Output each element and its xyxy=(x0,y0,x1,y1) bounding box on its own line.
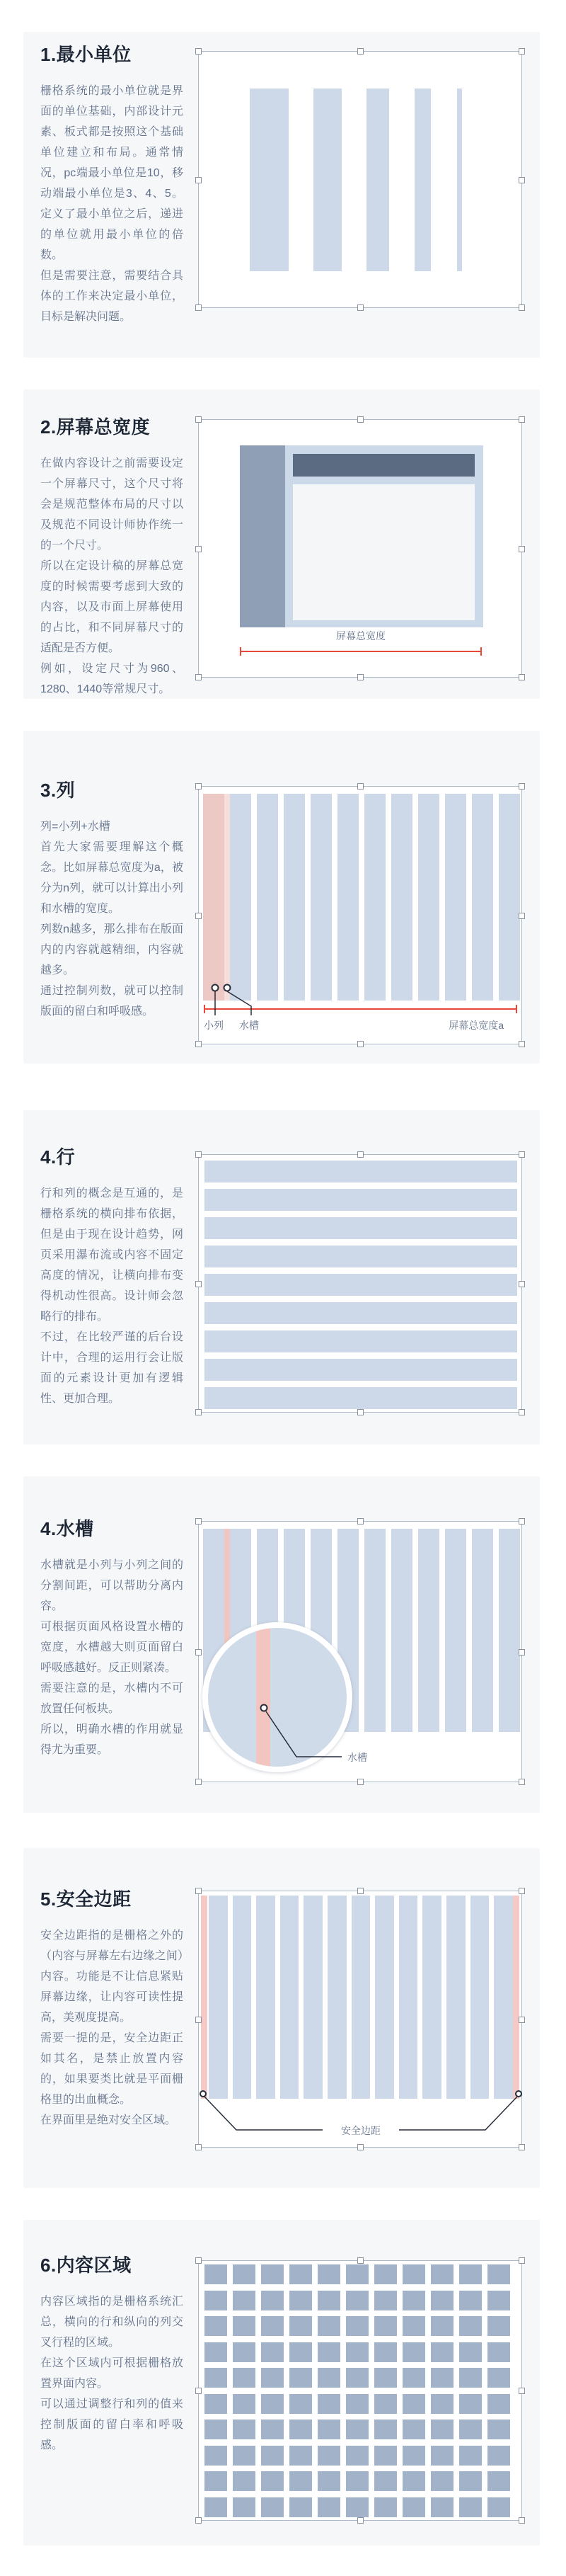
grid-cell xyxy=(346,2264,369,2284)
diagram-frame-screen-width xyxy=(198,419,522,678)
selection-handle-br xyxy=(519,674,525,680)
section-card-columns xyxy=(23,731,540,1064)
grid-cell xyxy=(204,2497,227,2517)
small-column-label: 小列 xyxy=(204,1020,224,1031)
grid-cell xyxy=(346,2420,369,2439)
grid-cell xyxy=(289,2497,312,2517)
grid-cell xyxy=(459,2316,482,2336)
grid-cell xyxy=(346,2497,369,2517)
selection-handle-mr xyxy=(519,177,525,183)
grid-cell xyxy=(403,2342,425,2362)
grid-cell xyxy=(261,2291,284,2310)
section-card-gutter xyxy=(23,1476,540,1813)
dimension-line xyxy=(204,1008,517,1010)
grid-cell xyxy=(261,2420,284,2439)
selection-handle-tr xyxy=(519,783,525,790)
text-column xyxy=(40,40,183,327)
grid-row xyxy=(204,1217,517,1239)
grid-cell xyxy=(289,2342,312,2362)
selection-handle-tr xyxy=(519,1518,525,1524)
gutter-label: 水槽 xyxy=(239,1020,259,1031)
selection-handle-tl xyxy=(195,1151,202,1158)
grid-cell xyxy=(289,2446,312,2466)
section-body xyxy=(40,1183,183,1409)
grid-cell xyxy=(233,2420,255,2439)
grid-column xyxy=(364,1529,386,1732)
dimension-line xyxy=(240,651,482,652)
selection-handle-bl xyxy=(195,1409,202,1415)
grid-cell xyxy=(459,2368,482,2388)
content-grid xyxy=(204,2264,510,2517)
grid-cell xyxy=(204,2316,227,2336)
grid-cell xyxy=(431,2342,454,2362)
rows-strip xyxy=(204,1161,517,1409)
section-card-screen-width xyxy=(23,389,540,699)
grid-column xyxy=(256,1896,275,2099)
grid-column xyxy=(230,794,251,1001)
grid-cell xyxy=(204,2471,227,2491)
section-card-safe-margin xyxy=(23,1848,540,2188)
selection-handle-bl xyxy=(195,2517,202,2524)
grid-row xyxy=(204,1189,517,1211)
grid-cell xyxy=(289,2471,312,2491)
grid-column xyxy=(280,1896,299,2099)
grid-cell xyxy=(346,2316,369,2336)
paragraph: 栅格系统的最小单位就是界面的单位基础，内部设计元素、板式都是按照这个基础单位建立和布局。通常情况，pc端最小单位是10，移动端最小单位是3、4、5。定义了最小单位之后，递进的单位就用最小单位的倍数。 xyxy=(40,85,183,261)
selection-handle-bl xyxy=(195,674,202,680)
grid-cell xyxy=(403,2446,425,2466)
grid-cell xyxy=(431,2420,454,2439)
grid-column xyxy=(399,1896,418,2099)
grid-row xyxy=(204,1387,517,1409)
section-body xyxy=(40,1555,183,1760)
grid-cell xyxy=(403,2316,425,2336)
selection-handle-tm xyxy=(357,416,364,423)
grid-cell xyxy=(204,2446,227,2466)
selection-handle-tr xyxy=(519,416,525,423)
selection-handle-tm xyxy=(357,48,364,55)
paragraph: 在界面里是绝对安全区域。 xyxy=(40,2114,177,2126)
selection-handle-bm xyxy=(357,304,364,311)
grid-cell xyxy=(403,2394,425,2414)
section-title-min-unit: 1.最小单位 xyxy=(40,44,132,65)
section-body xyxy=(40,1925,183,2131)
section-title-rows: 4.行 xyxy=(40,1146,76,1168)
selection-handle-mr xyxy=(519,1281,525,1287)
grid-row xyxy=(204,1246,517,1267)
selection-handle-bm xyxy=(357,674,364,680)
paragraph: 安全边距指的是栅格之外的（内容与屏幕左右边缘之间）内容。功能是不让信息紧贴屏幕边缘，让内容可读性提高，美观度提高。 xyxy=(40,1930,183,2024)
grid-cell xyxy=(459,2420,482,2439)
section-body xyxy=(40,81,183,327)
paragraph: 在这个区域内可根据栅格放置界面内容。 xyxy=(40,2357,183,2390)
screen-width-label: 屏幕总宽度 xyxy=(336,630,386,642)
grid-column xyxy=(422,1896,441,2099)
grid-column xyxy=(257,794,278,1001)
grid-cell xyxy=(261,2497,284,2517)
grid-cell xyxy=(261,2316,284,2336)
paragraph: 列=小列+水槽 xyxy=(40,821,110,833)
grid-cell xyxy=(374,2291,397,2310)
grid-row xyxy=(204,1274,517,1296)
grid-cell xyxy=(431,2446,454,2466)
grid-column xyxy=(233,1896,252,2099)
gutter-label: 水槽 xyxy=(347,1752,367,1763)
grid-cell xyxy=(487,2446,510,2466)
grid-cell xyxy=(261,2264,284,2284)
section-title-safe-margin: 5.安全边距 xyxy=(40,1888,132,1910)
selection-handle-tm xyxy=(357,2257,364,2264)
paragraph: 首先大家需要理解这个概念。比如屏幕总宽度为a，被分为n列，就可以计算出小列和水槽的宽度。 xyxy=(40,841,183,915)
grid-cell xyxy=(318,2368,340,2388)
grid-column xyxy=(499,794,520,1001)
diagram-frame-columns xyxy=(198,786,522,1044)
grid-cell xyxy=(374,2394,397,2414)
grid-cell xyxy=(204,2264,227,2284)
paragraph: 水槽就是小列与小列之间的分割间距，可以帮助分离内容。 xyxy=(40,1559,183,1612)
grid-column xyxy=(472,1529,493,1732)
pink-gutter-highlight xyxy=(224,794,230,1001)
section-body xyxy=(40,816,183,1022)
grid-cell xyxy=(318,2264,340,2284)
grid-column xyxy=(375,1896,394,2099)
grid-cell xyxy=(374,2264,397,2284)
selection-handle-tr xyxy=(519,1151,525,1158)
grid-cell xyxy=(459,2342,482,2362)
grid-cell xyxy=(431,2471,454,2491)
grid-column xyxy=(311,794,332,1001)
selection-handle-tl xyxy=(195,2257,202,2264)
selection-handle-tm xyxy=(357,1888,364,1894)
selection-handle-tr xyxy=(519,1888,525,1894)
grid-column xyxy=(494,1896,513,2099)
selection-handle-tl xyxy=(195,48,202,55)
selection-handle-ml xyxy=(195,2388,202,2394)
section-title-gutter: 4.水槽 xyxy=(40,1518,94,1539)
selection-handle-bl xyxy=(195,304,202,311)
selection-handle-bm xyxy=(357,1779,364,1785)
section-title-screen-width: 2.屏幕总宽度 xyxy=(40,416,151,438)
text-column xyxy=(40,1143,183,1409)
grid-cell xyxy=(204,2394,227,2414)
grid-cell xyxy=(261,2394,284,2414)
browser-header-bar xyxy=(293,454,475,477)
grid-column xyxy=(445,794,466,1001)
selection-handle-bm xyxy=(357,1409,364,1415)
grid-cell xyxy=(487,2368,510,2388)
paragraph: 需要一提的是，安全边距正如其名，是禁止放置内容的，如果要类比就是平面栅格里的出血概念。 xyxy=(40,2032,183,2106)
grid-cell xyxy=(459,2471,482,2491)
grid-cell xyxy=(374,2316,397,2336)
magnified-gutter-strip xyxy=(256,1628,270,1767)
grid-cell xyxy=(318,2420,340,2439)
grid-cell xyxy=(459,2264,482,2284)
selection-handle-br xyxy=(519,2517,525,2524)
grid-cell xyxy=(487,2316,510,2336)
grid-column xyxy=(352,1896,371,2099)
grid-cell xyxy=(346,2368,369,2388)
grid-cell xyxy=(431,2291,454,2310)
safe-margin-strip-left xyxy=(201,1896,207,2099)
selection-handle-tl xyxy=(195,1888,202,1894)
grid-column xyxy=(328,1896,347,2099)
paragraph: 可以通过调整行和列的值来控制版面的留白率和呼吸感。 xyxy=(40,2398,183,2451)
unit-bar xyxy=(250,89,289,271)
selection-handle-ml xyxy=(195,1649,202,1655)
selection-handle-ml xyxy=(195,177,202,183)
grid-cell xyxy=(346,2394,369,2414)
grid-cell xyxy=(318,2342,340,2362)
selection-handle-br xyxy=(519,1779,525,1785)
selection-handle-tm xyxy=(357,1151,364,1158)
grid-cell xyxy=(487,2420,510,2439)
grid-column xyxy=(337,794,359,1001)
grid-row xyxy=(204,1359,517,1381)
unit-bar xyxy=(366,89,389,271)
grid-column xyxy=(472,794,493,1001)
unit-bar xyxy=(415,89,431,271)
grid-cell xyxy=(318,2316,340,2336)
grid-cell xyxy=(403,2497,425,2517)
grid-cell xyxy=(487,2394,510,2414)
text-column xyxy=(40,413,183,700)
grid-cell xyxy=(261,2471,284,2491)
grid-column xyxy=(284,794,305,1001)
selection-handle-mr xyxy=(519,2388,525,2394)
grid-cell xyxy=(204,2342,227,2362)
paragraph: 例如，设定尺寸为960、1280、1440等常规尺寸。 xyxy=(40,663,183,695)
grid-cell xyxy=(487,2291,510,2310)
grid-cell xyxy=(233,2264,255,2284)
browser-content-area xyxy=(293,484,475,620)
grid-cell xyxy=(431,2394,454,2414)
grid-cell xyxy=(261,2342,284,2362)
grid-column xyxy=(391,1529,412,1732)
grid-cell xyxy=(431,2264,454,2284)
selection-handle-ml xyxy=(195,546,202,552)
section-title-content-area: 6.内容区域 xyxy=(40,2255,132,2276)
safe-columns-strip xyxy=(209,1896,513,2099)
grid-cell xyxy=(431,2368,454,2388)
selection-handle-bl xyxy=(195,2144,202,2150)
grid-cell xyxy=(403,2420,425,2439)
selection-handle-bm xyxy=(357,1041,364,1047)
grid-cell xyxy=(487,2342,510,2362)
browser-sidebar-block xyxy=(240,445,285,627)
grid-cell xyxy=(403,2368,425,2388)
selection-handle-tr xyxy=(519,48,525,55)
selection-handle-tr xyxy=(519,2257,525,2264)
grid-cell xyxy=(233,2394,255,2414)
grid-cell xyxy=(374,2368,397,2388)
grid-cell xyxy=(403,2471,425,2491)
unit-bar xyxy=(313,89,342,271)
diagram-frame-gutter xyxy=(198,1521,522,1782)
grid-cell xyxy=(261,2446,284,2466)
grid-column xyxy=(470,1896,490,2099)
grid-cell xyxy=(204,2368,227,2388)
small-column-pink xyxy=(203,794,224,1001)
grid-column xyxy=(209,1896,228,2099)
grid-cell xyxy=(487,2264,510,2284)
grid-cell xyxy=(318,2446,340,2466)
selection-handle-tl xyxy=(195,416,202,423)
grid-cell xyxy=(233,2316,255,2336)
paragraph: 所以，明确水槽的作用就显得尤为重要。 xyxy=(40,1723,183,1756)
grid-cell xyxy=(318,2471,340,2491)
grid-cell xyxy=(374,2420,397,2439)
grid-cell xyxy=(233,2368,255,2388)
grid-column xyxy=(499,1529,520,1732)
paragraph: 不过，在比较严谨的后台设计中，合理的运用行会让版面的元素设计更加有逻辑性、更加合理。 xyxy=(40,1331,183,1405)
selection-handle-br xyxy=(519,1409,525,1415)
paragraph: 行和列的概念是互通的，是栅格系统的横向排布依据，但是由于现在设计趋势，网页采用瀑布流或内容不固定高度的情况，让横向排布变得机动性很高。设计师会忽略行的排布。 xyxy=(40,1187,183,1323)
selection-handle-mr xyxy=(519,2017,525,2023)
grid-cell xyxy=(459,2394,482,2414)
selection-handle-mr xyxy=(519,1649,525,1655)
text-column xyxy=(40,2251,183,2456)
grid-row xyxy=(204,1161,517,1182)
paragraph: 但是需要注意，需要结合具体的工作来决定最小单位，目标是解决问题。 xyxy=(40,270,183,323)
selection-handle-ml xyxy=(195,2017,202,2023)
section-title-columns: 3.列 xyxy=(40,780,76,801)
grid-cell xyxy=(403,2264,425,2284)
selection-handle-bm xyxy=(357,2517,364,2524)
selection-handle-tl xyxy=(195,1518,202,1524)
grid-cell xyxy=(289,2264,312,2284)
selection-handle-mr xyxy=(519,546,525,552)
grid-cell xyxy=(289,2291,312,2310)
grid-cell xyxy=(431,2316,454,2336)
grid-cell xyxy=(374,2471,397,2491)
columns-strip xyxy=(203,794,520,1001)
grid-cell xyxy=(233,2291,255,2310)
grid-cell xyxy=(233,2497,255,2517)
selection-handle-mr xyxy=(519,913,525,919)
grid-cell xyxy=(374,2342,397,2362)
paragraph: 需要注意的是，水槽内不可放置任何板块。 xyxy=(40,1682,183,1715)
grid-cell xyxy=(233,2446,255,2466)
grid-row xyxy=(204,1302,517,1324)
selection-handle-bl xyxy=(195,1779,202,1785)
diagram-frame-content-area xyxy=(198,2260,522,2521)
selection-handle-br xyxy=(519,304,525,311)
grid-cell xyxy=(289,2420,312,2439)
section-card-rows xyxy=(23,1110,540,1444)
magnifier-circle xyxy=(202,1622,352,1772)
grid-cell xyxy=(459,2291,482,2310)
grid-cell xyxy=(487,2497,510,2517)
diagram-frame-safe-margin xyxy=(198,1891,522,2148)
paragraph: 列数n越多，那么排布在版面内的内容就越精细，内容就越多。 xyxy=(40,923,183,976)
grid-cell xyxy=(204,2420,227,2439)
section-card-min-unit xyxy=(23,32,540,358)
grid-cell xyxy=(289,2316,312,2336)
diagram-frame-rows xyxy=(198,1154,522,1413)
grid-cell xyxy=(346,2342,369,2362)
text-column xyxy=(40,1885,183,2131)
selection-handle-tm xyxy=(357,1518,364,1524)
grid-cell xyxy=(289,2394,312,2414)
grid-cell xyxy=(318,2291,340,2310)
grid-column xyxy=(304,1896,323,2099)
selection-handle-bl xyxy=(195,1041,202,1047)
grid-cell xyxy=(318,2497,340,2517)
grid-column xyxy=(445,1529,466,1732)
selection-handle-tm xyxy=(357,783,364,790)
diagram-frame-min-unit xyxy=(198,51,522,308)
selection-handle-ml xyxy=(195,1281,202,1287)
grid-cell xyxy=(346,2471,369,2491)
grid-column xyxy=(418,1529,439,1732)
grid-cell xyxy=(289,2368,312,2388)
grid-cell xyxy=(233,2471,255,2491)
paragraph: 通过控制列数，就可以控制版面的留白和呼吸感。 xyxy=(40,985,183,1018)
section-body xyxy=(40,2291,183,2456)
paragraph: 在做内容设计之前需要设定一个屏幕尺寸，这个尺寸将会是规范整体布局的尺寸以及规范不同设计师协作统一的一个尺寸。 xyxy=(40,457,183,552)
grid-cell xyxy=(487,2471,510,2491)
grid-cell xyxy=(346,2446,369,2466)
selection-handle-tl xyxy=(195,783,202,790)
section-card-content-area xyxy=(23,2220,540,2546)
paragraph: 内容区域指的是栅格系统汇总，横向的行和纵向的列交叉行程的区域。 xyxy=(40,2296,183,2349)
grid-cell xyxy=(374,2497,397,2517)
grid-row xyxy=(204,1330,517,1352)
browser-window-block xyxy=(285,445,483,627)
grid-cell xyxy=(459,2497,482,2517)
min-unit-bars xyxy=(199,52,521,307)
grid-column xyxy=(364,794,386,1001)
grid-cell xyxy=(261,2368,284,2388)
grid-column xyxy=(418,794,439,1001)
selection-handle-br xyxy=(519,1041,525,1047)
paragraph: 可根据页面风格设置水槽的宽度，水槽越大则页面留白呼吸感越好。反正则紧凑。 xyxy=(40,1621,183,1674)
grid-cell xyxy=(459,2446,482,2466)
selection-handle-br xyxy=(519,2144,525,2150)
grid-cell xyxy=(374,2446,397,2466)
section-body xyxy=(40,453,183,700)
grid-cell xyxy=(318,2394,340,2414)
paragraph: 所以在定设计稿的屏幕总宽度的时候需要考虑到大致的内容，以及市面上屏幕使用的占比，和不同屏幕尺寸的适配是否方便。 xyxy=(40,560,183,654)
grid-cell xyxy=(204,2291,227,2310)
grid-column xyxy=(446,1896,466,2099)
selection-handle-ml xyxy=(195,913,202,919)
grid-cell xyxy=(431,2497,454,2517)
selection-handle-bm xyxy=(357,2144,364,2150)
unit-bar xyxy=(457,89,462,271)
grid-cell xyxy=(403,2291,425,2310)
grid-cell xyxy=(233,2342,255,2362)
total-width-label: 屏幕总宽度a xyxy=(449,1020,504,1031)
safe-margin-label: 安全边距 xyxy=(341,2125,381,2136)
grid-cell xyxy=(346,2291,369,2310)
grid-column xyxy=(391,794,412,1001)
text-column xyxy=(40,1515,183,1760)
text-column xyxy=(40,776,183,1022)
safe-margin-strip-right xyxy=(513,1896,519,2099)
